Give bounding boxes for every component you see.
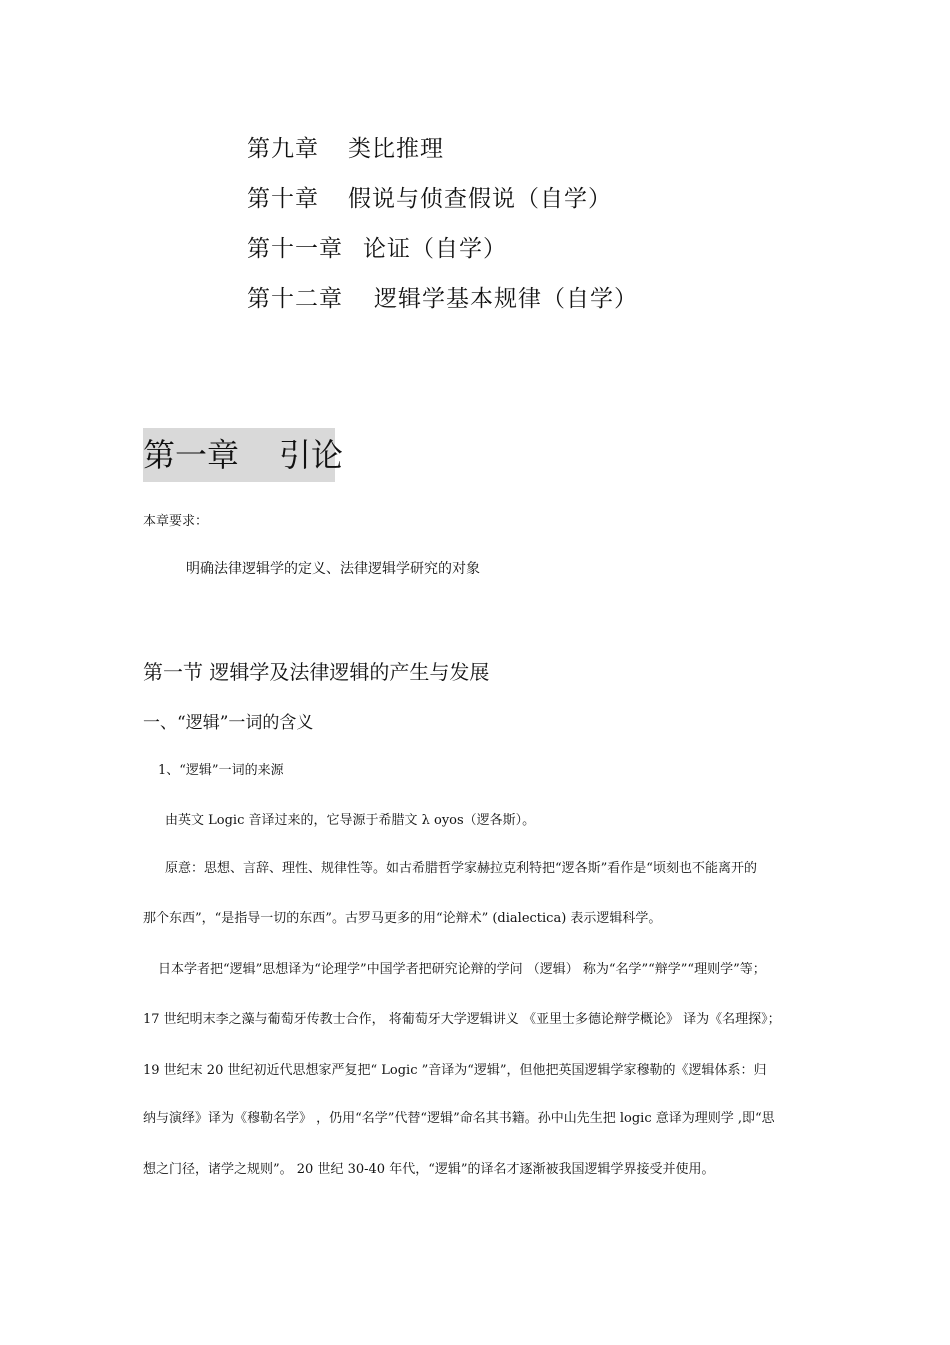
toc-entry [247, 280, 638, 313]
toc-entry-number: 第十一章 [247, 236, 343, 262]
chapter-heading [143, 428, 344, 482]
chapter-title: 引论 [279, 436, 344, 474]
toc-entry [247, 230, 507, 263]
toc-entry-title: 论证（自学） [363, 236, 507, 262]
body-line: 那个东西”，“是指导一切的东西”。古罗马更多的用“论辩术” (dialectica) 表示逻辑科学。 [143, 911, 662, 926]
body-line: 想之门径，诸学之规则”。 20 世纪 30-40 年代，“逻辑”的译名才逐渐被我国逻辑学界接受并使用。 [143, 1162, 715, 1177]
subsection-title: 一、“逻辑”一词的含义 [143, 713, 314, 733]
chapter-number: 第一章 [143, 436, 240, 474]
toc-entry-title: 类比推理 [348, 136, 444, 162]
toc-entry-number: 第十章 [247, 186, 319, 212]
toc-entry-title: 逻辑学基本规律（自学） [374, 286, 638, 312]
toc-entry-title: 假说与侦查假说（自学） [348, 186, 612, 212]
requirements-text: 明确法律逻辑学的定义、法律逻辑学研究的对象 [186, 561, 480, 577]
toc-entry [247, 130, 444, 163]
body-line: 由英文 Logic 音译过来的，它导源于希腊文 λ oyos（逻各斯）。 [165, 813, 536, 828]
body-line: 纳与演绎》译为《穆勒名学》 ，仍用“名学”代替“逻辑”命名其书籍。孙中山先生把 logic 意译为理则学 ,即“思 [143, 1111, 775, 1126]
toc-entry-number: 第十二章 [247, 286, 343, 312]
toc-entry [247, 180, 612, 213]
body-line: 原意：思想、言辞、理性、规律性等。如古希腊哲学家赫拉克利特把“逻各斯”看作是“顷刻也不能离开的 [165, 861, 757, 876]
body-line: 17 世纪明末李之藻与葡萄牙传教士合作， 将葡萄牙大学逻辑讲义 《亚里士多德论辩学概论》 译为《名理探》； [143, 1012, 781, 1027]
toc-entry-number: 第九章 [247, 136, 319, 162]
section-title: 第一节 逻辑学及法律逻辑的产生与发展 [143, 660, 490, 684]
requirements-label: 本章要求： [143, 514, 209, 529]
body-line: 19 世纪末 20 世纪初近代思想家严复把“ Logic ”音译为“逻辑”，但他把英国逻辑学家穆勒的《逻辑体系：归 [143, 1063, 767, 1078]
body-line: 日本学者把“逻辑”思想译为“论理学”中国学者把研究论辩的学问 （逻辑） 称为“名学”“辩学”“理则学”等； [158, 962, 766, 977]
item-title: 1、“逻辑”一词的来源 [158, 763, 284, 778]
